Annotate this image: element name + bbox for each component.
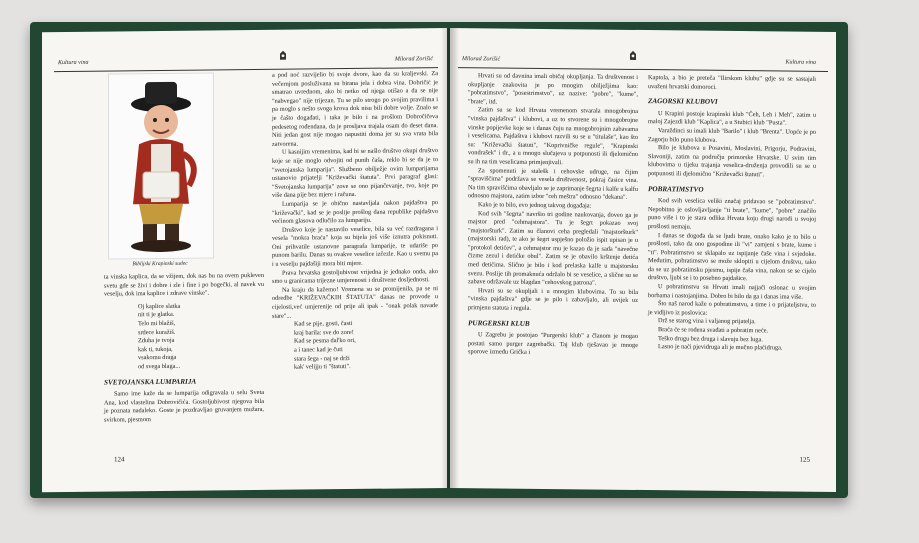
jug-photo — [108, 72, 214, 259]
verse-line: Zduha je tvoja — [138, 337, 175, 345]
paragraph: U Krapini postoje krapinski klub "Čeh, Leh i Meh", zatim u maloj Zajezdi klub "Kaplica", a u Stubici klub "Pusta". — [648, 109, 816, 127]
paragraph: Varaždinci su imali klub "Barilo" i klub "Brenta". Uopće je po Zagorju bilo puno klubova. — [648, 127, 816, 144]
paragraph: U kasnijim vremenima, kad bi se našlo društvo okupi društvo koje se nije moglo odvojiti od punih čaša, reklo bi se da je to "svetojanska lumparija". Službeno obilježje ovim lumparijama ustanovio prijatelji "Križevački štatuta". Prvi paragraf glasi: "Svetojanska lumparija" zove se ono pijančevanje, tvo, koje po više dana pije bez mjere i računa. — [272, 147, 438, 200]
running-head-right: Kultura vina — [785, 59, 816, 66]
left-col-a — [104, 272, 264, 425]
verse-line: kraj barila: sve do zore! — [294, 328, 354, 337]
paragraph: Bilo je klubova u Posavini, Moslavini, Prigorju, Podravini, Slavoniji, zatim na području primorske Hrvatske. U svim tim klubovima u tijeku trajanja veselica-druženja provodili su se u potpunosti ili djelomično "Križevački štatuti". — [648, 144, 816, 179]
verse-line: a i tanec kad je čuti — [294, 346, 343, 354]
paragraph: I danas se dogođa da se ljudi brate, onako kako je to bilo u prošlosti, tako da ono gospodine ili "vi" zamjeni s brate, kume i "ti". Pobratimstvo se sklapalo uz ispijanje čaše vina i svjedoke. Međutim, pobratimstvo se može sklopiti u cijelom društvu, tako da se uz pobratimsku pjesmu, ispije čaša vina, nakon se se cijelo društvo, ljubi se i to posebno pajdašice. — [648, 231, 816, 283]
verse-line: vsakomu draga — [138, 354, 177, 362]
paragraph: Hrvati su se okupljali i u mnogim klubovima. To su bila "vinska pajdaštva" gdje se je pilo i zabavljalo, ali uvijek uz primjenu statuta i regula. — [468, 287, 638, 312]
grape-crest-icon — [628, 50, 638, 62]
paragraph: Kaptola, a bio je preteča "Ilirskom klubu" gdje su se sastajali uvaženi hrvatski domoroci. — [648, 74, 816, 91]
paragraph: Za spomenuti je stalešk i cehovske udruge, na čijim "spravišćima" podržava se vesela društvenost, pokraj časice vina. Na tim spravišćima obavljalo se je zaprimanje šegrta i kalfe u kalfu odnosno majstora, zatim izbor "ceh meštra" odnosno "dekana". — [468, 166, 638, 202]
verse-line: od svega blaga... — [138, 362, 181, 371]
section-heading: PURGERSKI KLUB — [468, 318, 530, 328]
verse-line: srdece kuražiš. — [138, 328, 176, 336]
page-number-left: 124 — [114, 455, 125, 464]
paragraph: Hrvati su od davnina imali običaj okupljanja. Ta društvenost i okupljanje znakovita je po mnogim obilježjima kao: "pobratimstvo", "posestrimstvo", uz nazive: "pobre", "kume", "brate", itd. — [468, 72, 638, 106]
proverb-line: Drž se starog vina i valjanog prijatelja. — [658, 317, 756, 326]
paragraph: Na kraju da kažemo! Vremena su se promijenila, pa se ni odredbe "KRIŽEVAČKIH ŠTATUTA" danas ne provode u cijelosti,već umjerenije od prije ali ipak - "onak polak navade stare"... — [272, 284, 438, 320]
header-rule — [458, 67, 828, 72]
section-heading: ZAGORSKI KLUBOVI — [648, 97, 718, 106]
left-col-b — [272, 70, 438, 373]
running-head-author: Milorad Zorišić — [462, 56, 501, 63]
proverb-line: Lasno je naći pjevidruga ali je mučno plaćidruga. — [658, 343, 783, 352]
right-col-b — [648, 74, 816, 354]
paragraph: ta vinska kaplica, da se vžijem, dok nas bu na ovem pukleven svetu gde se živi i dobre i zle i fine i po bogečki, al navek vu veselju, dok ima kaplice i zdrave vinske". — [104, 271, 264, 298]
grape-crest-icon — [278, 50, 288, 62]
page-number-right: 125 — [799, 455, 810, 464]
paragraph: Zatim su se kod Hrvata vremenom stvarala mnogobrojna "vinska pajdaštva" i klubovi, a uz to stvorene su i mnogobrojne vinske popijevke koje se i danas čuju na mnogobrojnim zabavama i veselicama. Pajdaštva i klubovi razvili su se u "titulaše", kao što su: "Križevački štatuti", "Koprivničke regule", "Krapinski vondrašek" i dr., a u mnogo slučajeva u potpunosti ili djelomično su ih na tim veselicama primjenjivali. — [468, 106, 638, 167]
running-head-left: Kultura vina — [58, 59, 89, 67]
running-head-author: Milorad Zorišić — [394, 56, 433, 63]
paragraph: Kod svih "šegrta" navršio tri godine naukovanja, doveo ga je majstor pred "cehmajstora". Tu je šegrt pokazao svoj "majstoršturk". Zatim su članovi ceha pregledali "majstoršturk" (majstorski rad), te ako je šegrt uspješno položio ispit upisan je u "protokol detićev", a cehmajstor mu je kazao da je sada "navečne čizme zezul i detićke obul". Zatim se je obavilo krštenje detića med detićima. Slično je bilo i kod prelaska kalfe u majstorsku svezu. Poslije tih promaknuća održalo bi se veselice, a slične su se zabave održavale uz blagdan "cehovskog patrona". — [468, 209, 638, 287]
right-page — [450, 28, 836, 492]
verse-line: Kad se pije, gosti, časti — [294, 320, 353, 328]
verse-line: Kad se pesma dal'ko ori, — [294, 337, 356, 346]
paragraph: Kod svih veselica veliki značaj pridavao se "pobratimstvu". Nepobitno je oslovljavljanje "ti brate", "kume", "pobre" značilo puno više i to je stara odlika Hrvata koju drugi narodi u svojoj prošlosti nemaju. — [648, 197, 816, 231]
verse-line: Telo mi blažiš, — [138, 319, 176, 328]
paragraph: U Zagrebu je postojao "Purgerski klub" a članom je mogao postati samo purger zagrebački. Taj klub rješavao je mnoge sporove između Grička i — [468, 331, 638, 357]
proverb-line: Teško drugu bez druga i slavuju bez luga. — [658, 334, 763, 343]
paragraph: Prava hrvatska gostoljubivost vrijedna je jednako onda, ako smo u granicama trijezne umjerenosti i društvene dosljednosti. — [272, 267, 438, 286]
paragraph: Društvo koje je nastavilo veselice, bila su već razdragana i vesela "mokra braća" koja su bijela još više iznutra pokisnuti. Oni prihvatile ustanovne paragrafa lumparije, te udariše po punom barilu. Danas su ovakve veselice izčezle. Kao u svemu pa i u veselju pajdašiji mora biti mjere. — [272, 224, 438, 268]
book-gutter — [441, 28, 459, 488]
left-page — [42, 28, 447, 492]
paragraph: Samo ime kaže da se lumparija odigravala u selu Sveta Ana, kod vlastelina Dobrovičića. Gostoljubivost njegova bila je poznata nadaleko. Goste je pozdravljao gruvanjem mužara, svirkom, pjesmom — [104, 389, 264, 424]
section-heading: SVETOJANSKA LUMPARIJA — [104, 377, 197, 387]
paragraph: Lumparija se je obično nastavljala nakon pajdaštva po "križevački", kad se je poslije prošlog dana republike pajdaštvo većinom glasova odlučilo za lumpariju. — [272, 199, 438, 225]
paragraph: U pobratimstvu su Hrvati imali najjači oslonac u svojim borbama i nastojanjima. Dobro bi bilo da ga i danas ima više. — [648, 283, 816, 301]
verse-line: Oj kaplice slatka — [138, 302, 181, 311]
verse-line: kak ti, tukoja, — [138, 345, 173, 353]
verse-line: stara šega - naj se drži — [294, 354, 350, 363]
paragraph: Što naš narod kaže o pobratimstvu, a time i o prijateljstvu, to je vidljivo iz poslovica: — [648, 300, 816, 317]
right-col-a — [468, 72, 638, 359]
verse-line: nit ti je glatka. — [138, 311, 175, 319]
image-caption: Biblijski Krapinski sudec — [132, 260, 188, 268]
paragraph: a pod noć razvijelio bi svoje dvore, kao da su kraljevski. Za večernjom posluživana su birana jela i dobra vina. Dobričić je smatrao uvrednom, ako bi netko od njega otišao a da se nije "nabvegao" nije trijezan. Tu se pilo strogo po svojim pravilima i pa moglo s nešto svoga krova dok nisu bili dobre volje. Znalo se je čašto događati, i taka je bilo i na prošlom Dobročičeva pedesetog rođendana, da je prosljava trajala osam do deset dana. Niti jedan gost nije mogao napustiti doma jer su sva vrata bila zatvorena. — [272, 70, 438, 148]
section-heading: POBRATIMSTVO — [648, 184, 704, 194]
paragraph: Kako je to bilo, evo jednog takvog događaja: — [478, 201, 592, 210]
proverb-line: Braća će se rodena svađati a pobratim neće. — [658, 326, 769, 335]
verse-line: kak' velijju ti "štatuti". — [294, 363, 351, 371]
